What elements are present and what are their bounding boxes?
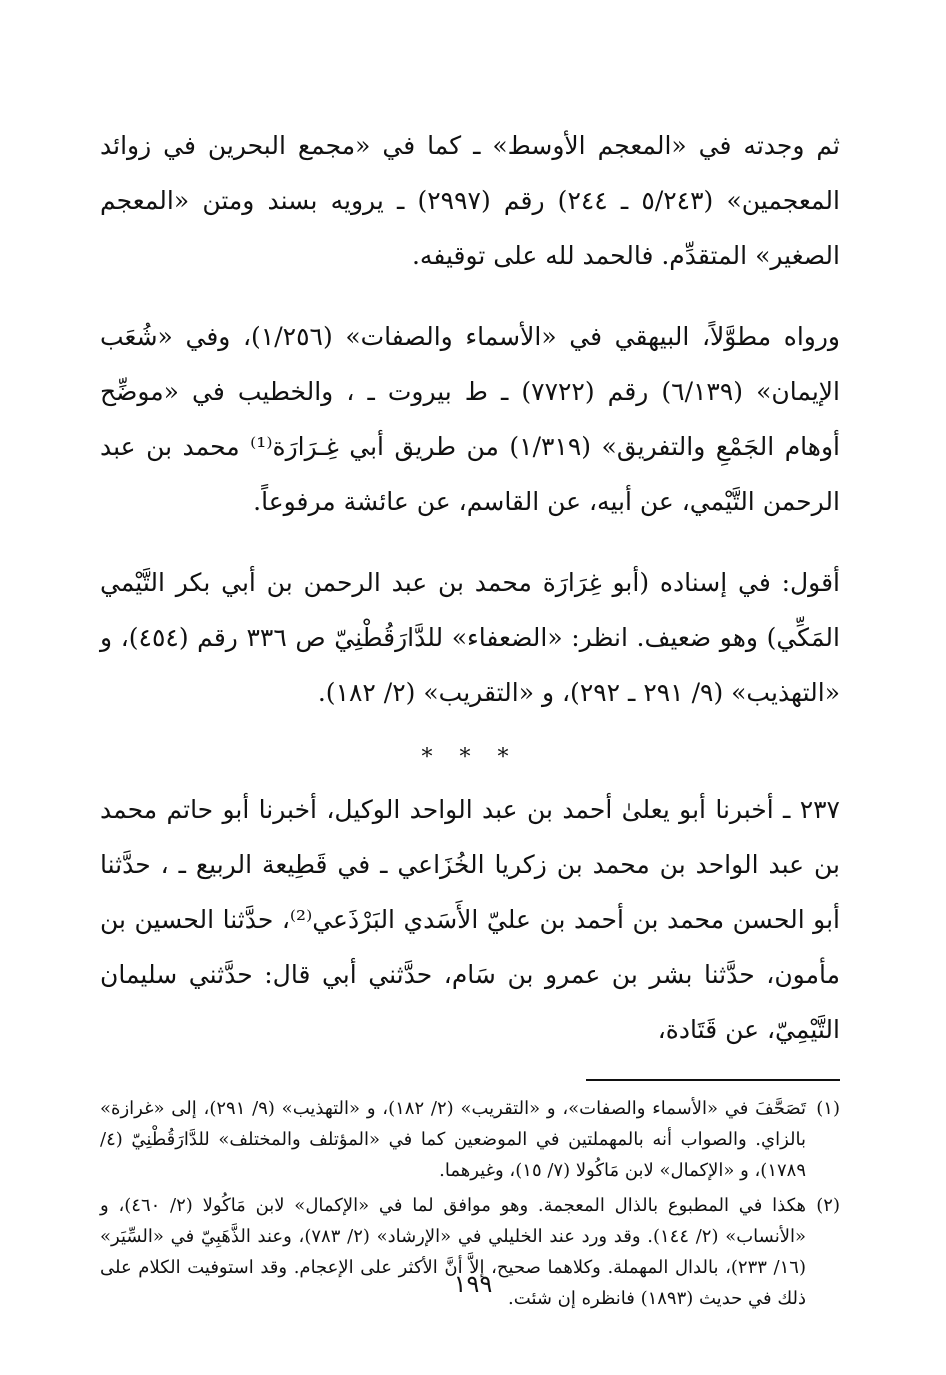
footnote-text: هكذا في المطبوع بالذال المعجمة. وهو موافق لما في «الإكمال» لابن مَاكُولا (٢/ ٤٦٠)، و «الأنساب» (٢/ ١٤٤). وقد ورد عند الخليلي في «الإرشاد» (٢/ ٧٨٣)، وعند الذَّهَبِيّ في «السِّيَر» (١٦/ ٢٣٣)، بالدال المهملة. وكلاهما صحيح، إلاَّ أنَّ الأكثر على الإعجام. وقد استوفيت الكلام على ذلك في حديث (١٨٩٣) فانظره إن شئت.	[100, 1195, 807, 1309]
paragraph-1: ثم وجدته في «المعجم الأوسط» ـ كما في «مجمع البحرين في زوائد المعجمين» (٥/٢٤٣ ـ ٢٤٤) رقم (٢٩٩٧) ـ يرويه بسند ومتن «المعجم الصغير» المتقدِّم. فالحمد لله على توقيفه.	[100, 131, 840, 270]
footnote-text: تَصَحَّفَ في «الأسماء والصفات»، و «التقريب» (٢/ ١٨٢)، و «التهذيب» (٩/ ٢٩١)، إلى «غرازة» بالزاي. والصواب أنه بالمهملتين في الموضعين كما في «المؤتلف والمختلف» للدَّارَقُطْنِيّ (٤/ ١٧٨٩)، و «الإكمال» لابن مَاكُولا (٧/ ١٥)، وغيرهما.	[100, 1098, 806, 1181]
paragraph-2: ورواه مطوَّلاً، البيهقي في «الأسماء والصفات» (١/٢٥٦)، وفي «شُعَب الإيمان» (٦/١٣٩) رقم (٧٧٢٢) ـ ط بيروت ـ ، والخطيب في «موضِّح أوهام الجَمْعِ والتفريق» (١/٣١٩) من طريق أبي غِـرَارَة⁽¹⁾ محمد بن عبد الرحمن التَّيْمي، عن أبيه، عن القاسم، عن عائشة مرفوعاً.	[100, 322, 841, 516]
hadith-237: ٢٣٧ ـ أخبرنا أبو يعلىٰ أحمد بن عبد الواحد الوكيل، أخبرنا أبو حاتم محمد بن عبد الواحد بن محمد بن زكريا الخُزَاعي ـ في قَطِيعة الربيع ـ ، حدَّثنا أبو الحسن محمد بن أحمد بن عليّ الأَسَدي البَرْذَعي⁽²⁾، حدَّثنا الحسين بن مأمون، حدَّثنا بشر بن عمرو بن سَام، حدَّثني أبي قال: حدَّثني سليمان التَّيْمِيّ، عن قَتَادة،	[100, 795, 840, 1044]
page-number: ١٩٩	[453, 1270, 493, 1298]
footnote-1	[100, 1093, 840, 1186]
footnote-number: (٢)	[816, 1195, 840, 1216]
paragraph-3: أقول: في إسناده (أبو غِرَارَة محمد بن عبد الرحمن بن أبي بكر التَّيْمي المَكِّي) وهو ضعيف. انظر: «الضعفاء» للدَّارَقُطْنِيّ ص ٣٣٦ رقم (٤٥٤)، و «التهذيب» (٩/ ٢٩١ ـ ٢٩٢)، و «التقريب» (٢/ ١٨٢).	[100, 568, 840, 707]
footnote-number: (١)	[816, 1098, 840, 1119]
section-separator: * * *	[421, 745, 519, 770]
footnote-divider	[586, 1079, 840, 1081]
